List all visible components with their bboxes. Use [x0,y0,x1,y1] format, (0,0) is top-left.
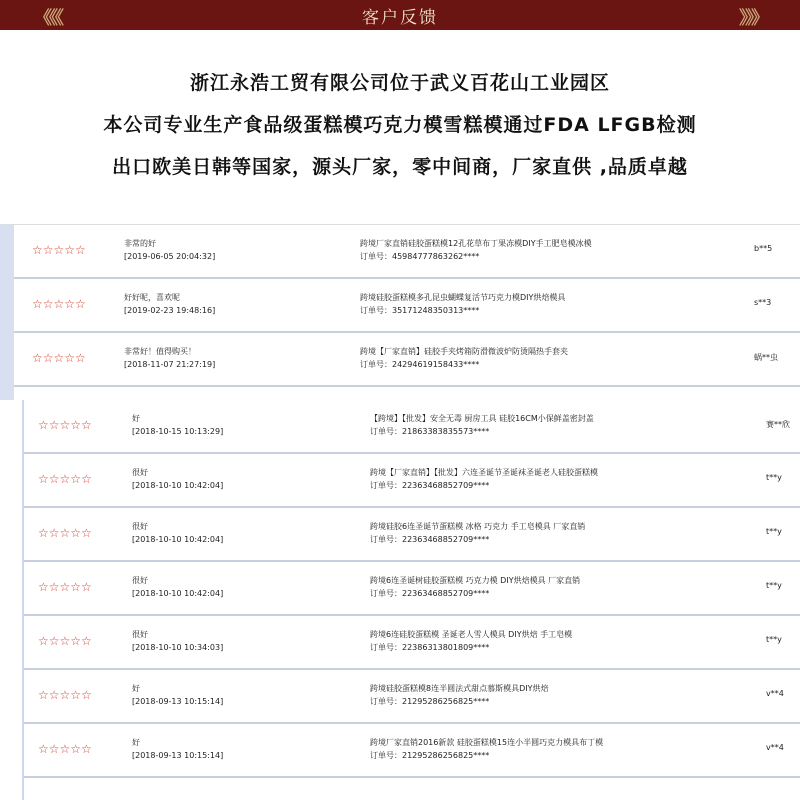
product-title: 跨境厂家直销硅胶蛋糕模12孔花草布丁果冻模DIY手工肥皂模冰模 [360,239,592,248]
order-number: 订单号：22363468852709**** [370,481,490,490]
product-title: 跨境硅胶蛋糕模多孔昆虫蝴蝶复活节巧克力模DIY烘焙模具 [360,293,566,302]
rating-stars-icon: ☆☆☆☆☆ [38,526,92,540]
review-date: [2018-10-10 10:42:04] [132,589,224,598]
review-row [24,562,800,616]
order-number: 订单号：21295286256825**** [370,751,490,760]
left-chevrons-icon: 《《《 [34,8,61,29]
review-row [14,387,800,400]
review-row [24,616,800,670]
rating-stars-icon: ☆☆☆☆☆ [32,243,86,257]
rating-stars-icon: ☆☆☆☆☆ [38,742,92,756]
review-row [24,670,800,724]
review-date: [2018-10-15 10:13:29] [132,427,224,436]
reviewer-name: s**3 [754,298,772,307]
review-date: [2018-10-10 10:42:04] [132,481,224,490]
review-row [24,400,800,454]
review-product [370,682,549,708]
order-number: 订单号：22363468852709**** [370,535,490,544]
reviewer-name: 赛**欣 [766,420,790,429]
review-text: 好 [132,738,140,747]
rating-stars-icon: ☆☆☆☆☆ [38,580,92,594]
review-date: [2018-09-13 10:15:14] [132,697,224,706]
reviewer-name: t**y [766,581,782,590]
review-row [14,225,800,279]
product-title: 跨境【厂家直销】硅胶手夹烤箱防滑微波炉防烫隔热手套夹 [360,347,568,356]
review-comment [132,466,223,492]
rating-stars-icon: ☆☆☆☆☆ [32,297,86,311]
order-number: 订单号：21863383835573**** [370,427,490,436]
review-comment [124,345,215,371]
review-row [24,508,800,562]
order-number: 订单号：24294619158433**** [360,360,480,369]
order-number: 订单号：22363468852709**** [370,589,490,598]
review-text: 很好 [132,468,148,477]
order-number: 订单号：21295286256825**** [370,697,490,706]
review-date: [2018-11-07 21:27:19] [124,360,216,369]
order-number: 订单号：35171248350313**** [360,306,480,315]
review-comment [132,574,223,600]
review-date: [2018-10-10 10:42:04] [132,535,224,544]
review-date: [2018-10-10 10:34:03] [132,643,224,652]
review-text: 好好呢，喜欢呢 [124,293,180,302]
review-comment [132,628,223,654]
review-product [370,628,572,654]
rating-stars-icon: ☆☆☆☆☆ [38,472,92,486]
rating-stars-icon: ☆☆☆☆☆ [38,688,92,702]
product-title: 跨境硅胶蛋糕模8连半圆法式甜点慕斯模具DIY烘焙 [370,684,549,693]
review-text: 非常好！值得购买！ [124,347,196,356]
product-title: 跨境硅胶6连圣诞节蛋糕模 冰格 巧克力 手工皂模具 厂家直销 [370,522,586,531]
review-row [14,333,800,387]
review-date: [2019-06-05 20:04:32] [124,252,216,261]
review-row [24,724,800,778]
review-product [370,412,594,438]
review-product [370,466,598,492]
review-text: 很好 [132,522,148,531]
product-title: 跨境厂家直销2016新款 硅胶蛋糕模15连小半圆巧克力模具布丁模 [370,738,604,747]
review-comment [124,291,215,317]
reviewer-name: t**y [766,527,782,536]
review-comment [124,237,215,263]
review-text: 非常的好 [124,239,156,248]
rating-stars-icon: ☆☆☆☆☆ [38,634,92,648]
reviewer-name: v**4 [766,743,784,752]
page-title: 客户反馈 [362,7,438,28]
product-title: 跨境6连硅胶蛋糕模 圣诞老人雪人模具 DIY烘焙 手工皂模 [370,630,573,639]
review-product [370,520,585,546]
review-list-bottom [22,400,800,800]
review-product [360,345,568,371]
product-title: 【跨境】【批发】安全无毒 厨房工具 硅胶16CM小保鲜盖密封盖 [370,414,594,423]
intro-line-certification: 本公司专业生产食品级蛋糕模巧克力模雪糕模通过FDA LFGB检测 [103,114,697,136]
review-date: [2019-02-23 19:48:16] [124,306,216,315]
rating-stars-icon: ☆☆☆☆☆ [32,351,86,365]
reviewer-name: t**y [766,635,782,644]
reviewer-name: t**y [766,473,782,482]
review-text: 好 [132,414,140,423]
reviewer-name: v**4 [766,689,784,698]
company-intro [0,62,800,188]
product-title: 跨境【厂家直销】【批发】六连圣诞节圣诞袜圣诞老人硅胶蛋糕模 [370,468,598,477]
review-comment [132,520,223,546]
reviewer-name: 蜗**虫 [754,353,778,362]
rating-stars-icon: ☆☆☆☆☆ [38,418,92,432]
order-number: 订单号：45984777863262**** [360,252,480,261]
review-product [360,291,565,317]
review-text: 好 [132,684,140,693]
review-comment [132,736,223,762]
review-text: 很好 [132,630,148,639]
right-chevrons-icon: 》》》 [739,8,766,29]
review-row [14,279,800,333]
header-banner [0,0,800,30]
product-title: 跨境6连圣诞树硅胶蛋糕模 巧克力模 DIY烘焙模具 厂家直销 [370,576,581,585]
review-text: 很好 [132,576,148,585]
review-product [360,237,592,263]
review-product [370,574,580,600]
reviewer-name: b**5 [754,244,773,253]
review-product [370,736,603,762]
review-row [24,454,800,508]
review-date: [2018-09-13 10:15:14] [132,751,224,760]
review-list-top [0,224,800,400]
review-comment [132,412,223,438]
review-comment [132,682,223,708]
intro-line-location: 浙江永浩工贸有限公司位于武义百花山工业园区 [189,72,610,94]
order-number: 订单号：22386313801809**** [370,643,490,652]
intro-line-export: 出口欧美日韩等国家，源头厂家，零中间商，厂家直供 ,品质卓越 [112,156,688,178]
